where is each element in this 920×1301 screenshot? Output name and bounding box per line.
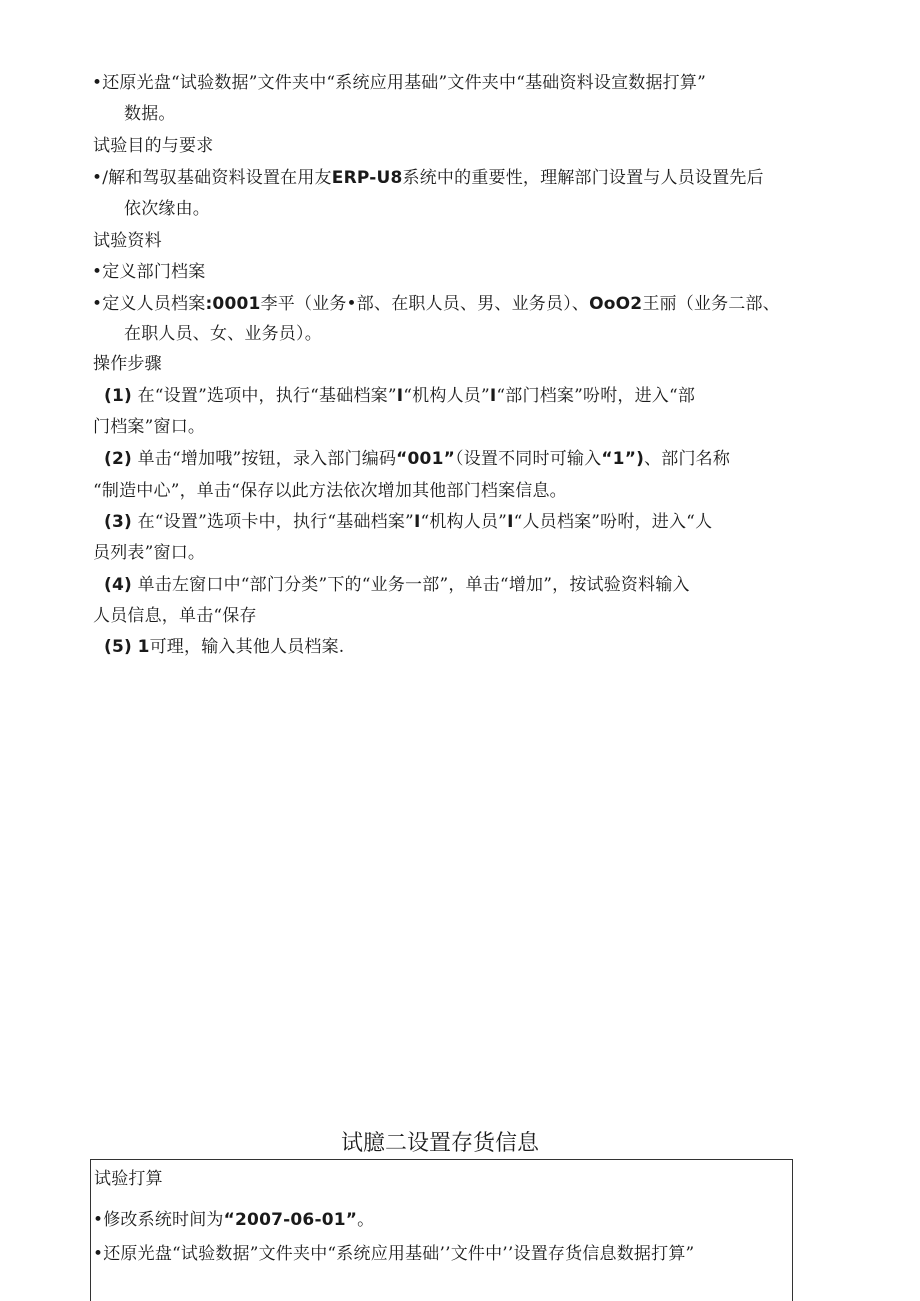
intro-bullet-restore-cont: 数据。 bbox=[124, 104, 176, 124]
staff-name-2: 王丽（业务二部、 bbox=[642, 294, 780, 314]
step-2-cont: “制造中心”，单击“保存以此方法依次增加其他部门档案信息。 bbox=[93, 481, 567, 501]
heading-material: 试验资料 bbox=[93, 231, 162, 251]
step-4-text-a: 单击左窗口中“部门分类”下的“业务一部”，单击“增加”，按试验资料输入 bbox=[131, 575, 690, 595]
staff-label: •定义人员档案 bbox=[92, 294, 206, 314]
step-1 bbox=[104, 385, 695, 407]
box-heading-prepare: 试验打算 bbox=[94, 1169, 163, 1189]
step-3-cont: 员列表”窗口。 bbox=[93, 543, 206, 563]
step-2-code: “001” bbox=[396, 449, 455, 469]
staff-code-2: OoO2 bbox=[589, 294, 643, 314]
box-bullet-restore: •还原光盘“试验数据”文件夹中“系统应用基础’’文件中’’设置存货信息数据打算” bbox=[93, 1244, 695, 1264]
step-3-text-a: 在“设置”选项卡中，执行“基础档案” bbox=[131, 512, 414, 532]
step-5-text: 可理，输入其他人员档案. bbox=[149, 637, 345, 657]
box-time-value: “2007-06-01” bbox=[223, 1210, 358, 1230]
step-2-number: (2) bbox=[104, 449, 132, 469]
box-time-end: 。 bbox=[357, 1210, 375, 1230]
step-2-alt-code: “1”) bbox=[601, 449, 645, 469]
step-5-prefix: 1 bbox=[137, 637, 150, 657]
step-2-text-a: 单击“增加哦”按钮，录入部门编码 bbox=[131, 449, 397, 469]
staff-code-1: :0001 bbox=[205, 294, 261, 314]
step-3-sep-1: I bbox=[413, 512, 421, 532]
step-4-cont: 人员信息，单击“保存 bbox=[93, 606, 257, 626]
step-4-number: (4) bbox=[104, 575, 132, 595]
heading-steps: 操作步骤 bbox=[93, 354, 162, 374]
step-1-sep-2: I bbox=[489, 386, 497, 406]
step-3-sep-2: I bbox=[507, 512, 514, 532]
step-1-number: (1) bbox=[104, 386, 132, 406]
step-2-text-e: 、部门名称 bbox=[644, 449, 731, 469]
step-4 bbox=[104, 574, 690, 596]
box-bullet-time bbox=[93, 1209, 374, 1231]
step-3-text-c: “机构人员” bbox=[420, 512, 508, 532]
step-3 bbox=[104, 511, 712, 533]
step-2-text-c: （设置不同时可输入 bbox=[455, 449, 602, 469]
material-bullet-staff bbox=[92, 293, 780, 315]
material-bullet-staff-cont: 在职人员、女、业务员）。 bbox=[124, 324, 322, 344]
goal-text-b: 系统中的重要性，理解部门设置与人员设置先后 bbox=[402, 168, 764, 188]
step-3-text-e: “人员档案”吩咐，进入“人 bbox=[513, 512, 713, 532]
step-2 bbox=[104, 448, 730, 470]
goal-bullet bbox=[92, 167, 764, 189]
step-5-number: (5) bbox=[104, 637, 132, 657]
step-1-text-e: “部门档案”吩咐，进入“部 bbox=[496, 386, 696, 406]
goal-text-a: •/解和驾驭基础资料设置在用友 bbox=[92, 168, 332, 188]
material-bullet-dept: •定义部门档案 bbox=[92, 262, 206, 282]
step-5 bbox=[104, 636, 344, 658]
section-2-title: 试臆二设置存货信息 bbox=[340, 1131, 539, 1156]
step-1-sep-1: I bbox=[396, 386, 404, 406]
box-time-label: •修改系统时间为 bbox=[93, 1210, 224, 1230]
heading-goal: 试验目的与要求 bbox=[93, 136, 214, 156]
step-1-cont: 门档案”窗口。 bbox=[93, 417, 206, 437]
goal-system-name: ERP-U8 bbox=[331, 168, 403, 188]
goal-bullet-cont: 依次缘由。 bbox=[124, 199, 210, 219]
staff-name-1: 李平（业务•部、在职人员、男、业务员）、 bbox=[260, 294, 590, 314]
step-1-text-a: 在“设置”选项中，执行“基础档案” bbox=[131, 386, 397, 406]
step-1-text-c: “机构人员” bbox=[403, 386, 490, 406]
step-3-number: (3) bbox=[104, 512, 132, 532]
intro-bullet-restore: •还原光盘“试验数据”文件夹中“系统应用基础”文件夹中“基础资料设宣数据打算” bbox=[92, 73, 706, 93]
